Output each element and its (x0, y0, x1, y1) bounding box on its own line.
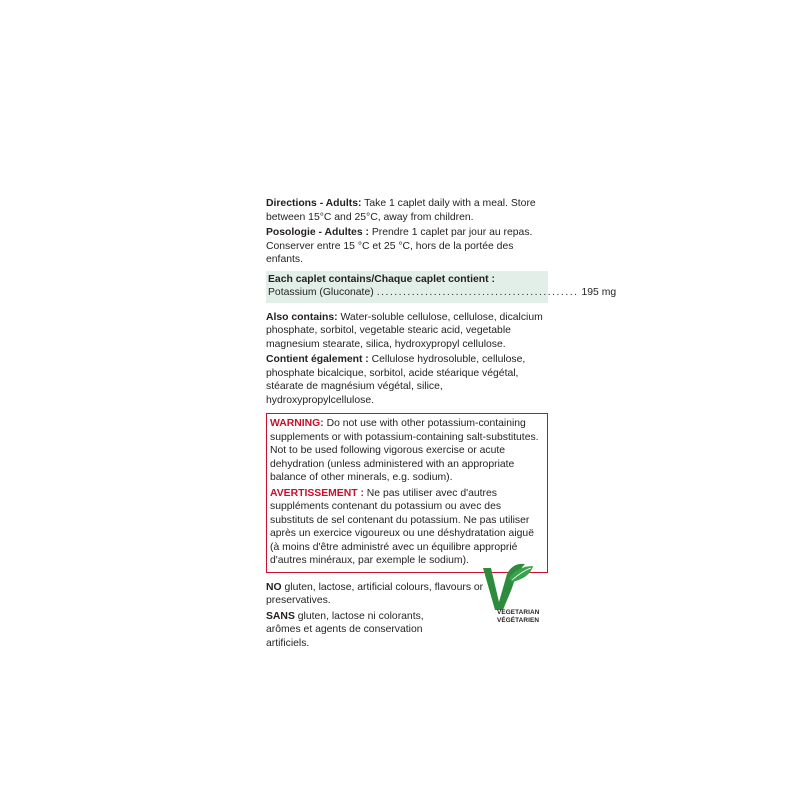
free-of-fr-heading: SANS (266, 610, 295, 622)
vegetarian-badge (481, 562, 541, 624)
also-contains-en-heading: Also contains: (266, 311, 338, 323)
per-caplet-heading: Each caplet contains/Chaque caplet contient : (268, 273, 495, 285)
warning-fr-heading: AVERTISSEMENT : (270, 487, 364, 499)
free-of-block (266, 581, 516, 651)
directions-en-text: Take 1 caplet daily with a meal. Store between 15°C and 25°C, away from children. (266, 198, 536, 223)
directions-fr-heading: Posologie - Adultes : (266, 227, 369, 238)
ingredient-name: Potassium (Gluconate) (268, 287, 374, 298)
directions-en (266, 197, 548, 224)
warning-en-heading: WARNING: (270, 418, 324, 429)
directions-en-heading: Directions - Adults: (266, 198, 362, 209)
also-contains-fr-heading: Contient également : (266, 354, 369, 365)
directions-fr (266, 226, 548, 267)
warning-en (270, 417, 543, 485)
vegetarian-text-en: VEGETARIAN (497, 609, 540, 616)
also-contains-en (266, 311, 548, 352)
also-contains-en-text: Water-soluble cellulose, cellulose, dicalcium phosphate, sorbitol, vegetable stearic acid, vegetable magnesium stearate, silica, hydroxypropyl cellulose. (266, 311, 543, 350)
v-leaf-icon (481, 562, 541, 612)
free-of-fr (266, 610, 451, 651)
ingredient-amount: 195 mg (581, 287, 617, 298)
also-contains-fr-text: Cellulose hydrosoluble, cellulose, phosphate bicalcique, sorbitol, acide stéarique végétal, stéarate de magnésium végétal, silice, hydroxypropylcellulose. (266, 354, 526, 406)
per-caplet-box (266, 271, 617, 303)
warning-fr (270, 487, 543, 568)
leader-dots: .............................................. (376, 287, 579, 298)
warning-en-text: Do not use with other potassium-containing supplements or with potassium-containing salt-substitutes. Not to be used following vigorous exercise or acute dehydration (unless administered with an appropriate balance of other minerals, e.g. sodium). (270, 418, 539, 483)
ingredient-row (268, 286, 617, 300)
warning-fr-text: Ne pas utiliser avec d'autres suppléments contenant du potassium ou avec des substituts de sel contenant du potassium. Ne pas utiliser après un exercice vigoureux ou une déshydratation aiguë (à moins d'être administré avec un équilibre approprié d'autres minéraux, par exemple le sodium). (270, 487, 534, 566)
free-of-fr-text: gluten, lactose ni colorants, arômes et agents de conservation artificiels. (266, 610, 424, 649)
directions-fr-text: Prendre 1 caplet par jour au repas. Conserver entre 15 °C et 25 °C, hors de la portée des enfants. (266, 227, 533, 265)
free-of-en (266, 581, 516, 608)
free-of-en-text: gluten, lactose, artificial colours, flavours or preservatives. (266, 581, 484, 606)
vegetarian-text-fr: VÉGÉTARIEN (497, 617, 540, 624)
warning-box (266, 413, 548, 573)
free-of-en-heading: NO (266, 581, 282, 593)
also-contains-fr (266, 353, 548, 407)
